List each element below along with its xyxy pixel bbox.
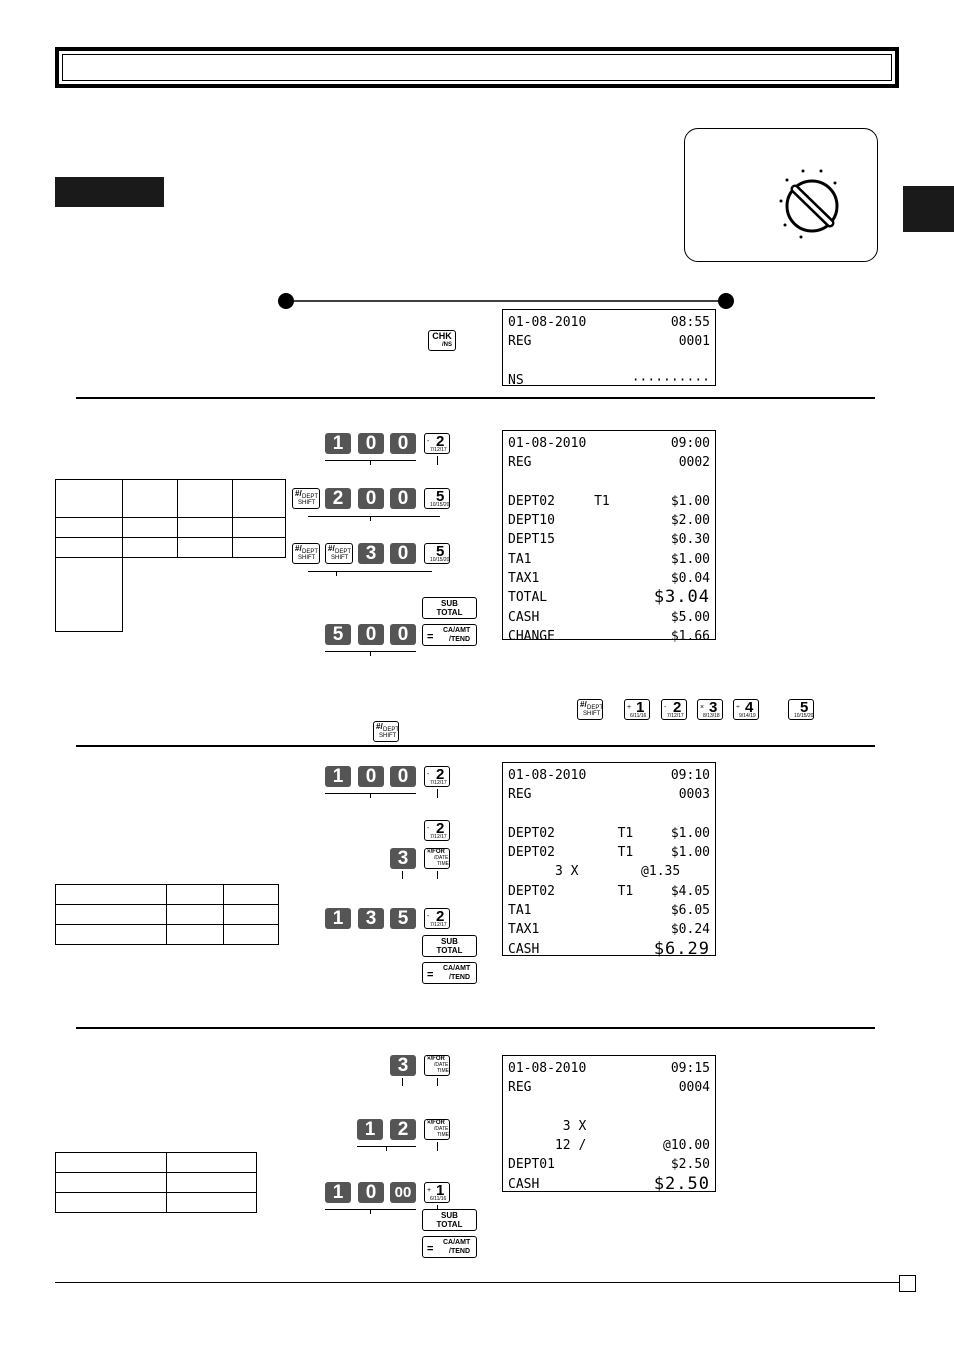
dept-key-sub: 7/12/17 <box>430 922 447 928</box>
receipt-line <box>508 940 710 959</box>
x-for-key-date: /DATE <box>434 1062 449 1068</box>
ca-key-equals: = <box>427 969 434 981</box>
receipt-line-value: 0002 <box>678 455 710 471</box>
receipt-line-label: REG <box>508 787 532 803</box>
settings-table-1 <box>55 479 286 632</box>
receipt-line-value: $6.05 <box>670 903 710 919</box>
receipt-line-value: $2.50 <box>653 1173 710 1194</box>
receipt-line <box>508 608 710 627</box>
dept-key-number: 2 <box>436 820 445 837</box>
dept-key-sub: 7/12/17 <box>667 713 684 719</box>
receipt-line <box>508 627 710 646</box>
page-title-frame <box>55 47 899 88</box>
section-divider <box>76 397 875 399</box>
receipt-line <box>508 313 710 332</box>
page-number-box <box>899 1275 916 1292</box>
receipt-line <box>508 843 710 862</box>
dept-key-2[interactable] <box>424 820 450 841</box>
receipt-line-label: 01-08-2010 <box>508 768 587 783</box>
receipt-line-label: REG <box>508 334 532 350</box>
receipt-line <box>508 882 710 901</box>
dept-key-sub: 7/12/17 <box>430 780 447 786</box>
receipt-line <box>508 766 710 785</box>
dept-key-sub: 9/14/19 <box>739 713 756 719</box>
digit-key-3[interactable]: 3 <box>390 1055 416 1076</box>
dept-key-symbol: - <box>664 704 667 711</box>
receipt-line-label: DEPT15 <box>508 532 555 548</box>
digit-key-1[interactable]: 1 <box>325 908 351 929</box>
section-divider <box>76 745 875 747</box>
dept-key-symbol: - <box>427 438 430 445</box>
receipt-line-label: TA1 <box>508 551 532 567</box>
receipt-line-value: $0.30 <box>670 532 710 548</box>
dept-shift-key[interactable] <box>292 488 320 509</box>
ca-key-line1: CA/AMT <box>443 627 471 634</box>
receipt-0004 <box>502 1055 716 1192</box>
subtotal-key-line1: SUB <box>441 937 458 946</box>
dept-key-symbol: + <box>627 704 632 711</box>
dept-key-symbol: - <box>427 771 430 778</box>
subtotal-key[interactable] <box>422 597 477 619</box>
multiply-for-key[interactable] <box>424 1055 450 1076</box>
receipt-line <box>508 434 710 453</box>
receipt-line <box>508 371 710 390</box>
dept-key-number: 3 <box>709 699 718 716</box>
receipt-line-label: DEPT02 T1 <box>508 825 634 841</box>
dept-key-number: 2 <box>436 433 445 450</box>
shift-key-label: SHIFT <box>298 555 316 561</box>
receipt-line-value: ·········· <box>631 372 710 388</box>
dept-key-number: 2 <box>673 699 682 716</box>
receipt-line-label: DEPT10 <box>508 513 555 529</box>
dept-key-5[interactable] <box>424 488 450 509</box>
receipt-line-label: TAX1 <box>508 571 540 587</box>
receipt-line <box>508 1136 710 1155</box>
x-for-key-date: /DATE <box>434 1126 449 1132</box>
shift-key-dept: DEPT <box>302 549 319 555</box>
digit-key-1[interactable]: 1 <box>325 1182 351 1203</box>
dept-key-sub: 7/12/17 <box>430 834 447 840</box>
receipt-line <box>508 824 710 843</box>
digit-key-0[interactable]: 0 <box>390 488 416 509</box>
x-for-key-date: /DATE <box>434 855 449 861</box>
receipt-line-label: TAX1 <box>508 922 540 938</box>
receipt-line-value: $2.50 <box>670 1157 710 1173</box>
receipt-line <box>508 588 710 607</box>
dept-key-sub: 6/11/16 <box>430 1196 447 1202</box>
receipt-line-label: DEPT02 T1 <box>508 845 634 861</box>
ca-key-line2: /TEND <box>449 636 470 643</box>
chapter-tab <box>903 186 954 232</box>
receipt-line-label: CASH <box>508 609 540 625</box>
subtotal-key-line1: SUB <box>441 1211 458 1220</box>
x-for-key-label: ×/FOR <box>427 849 445 855</box>
digit-key-0[interactable]: 0 <box>390 766 416 787</box>
subtotal-key[interactable] <box>422 1209 477 1231</box>
shift-key-dept: DEPT <box>302 494 319 500</box>
subtotal-key[interactable] <box>422 935 477 957</box>
dept-key-sub: 10/15/20 <box>794 713 814 719</box>
shift-key-symbol: #/ <box>295 544 302 553</box>
receipt-line-value: $1.66 <box>670 628 710 644</box>
receipt-line-value: $0.24 <box>670 922 710 938</box>
x-for-key-time: TIME <box>437 1132 449 1138</box>
receipt-line-value: $4.05 <box>670 883 710 899</box>
chk-ns-key[interactable]: CHK /NS <box>428 330 456 351</box>
dept-key-number: 1 <box>436 1182 445 1199</box>
subtotal-key-line1: SUB <box>441 599 458 608</box>
receipt-line <box>508 550 710 569</box>
ca-key-line2: /TEND <box>449 974 470 981</box>
settings-table-2 <box>55 884 279 945</box>
dept-key-sub: 10/15/20 <box>430 557 450 563</box>
receipt-no-sale <box>502 309 716 386</box>
receipt-line <box>508 1117 710 1136</box>
receipt-line-label: NS <box>508 372 524 388</box>
dept-key-2[interactable] <box>661 699 687 720</box>
shift-key-label: SHIFT <box>583 711 601 717</box>
dept-key-symbol: × <box>700 704 705 711</box>
receipt-line-label: 3 X @1.35 <box>508 864 681 880</box>
ca-amt-tend-key[interactable] <box>422 962 477 984</box>
receipt-line <box>508 473 710 492</box>
dept-key-symbol: + <box>427 1187 432 1194</box>
receipt-line-label: CASH <box>508 941 540 957</box>
dept-key-number: 5 <box>436 543 445 560</box>
receipt-line-label: CASH <box>508 1176 540 1192</box>
x-for-key-time: TIME <box>437 861 449 867</box>
multiply-for-key[interactable] <box>424 1119 450 1140</box>
mode-switch-panel <box>684 128 878 262</box>
receipt-line <box>508 785 710 804</box>
digit-key-0[interactable]: 0 <box>358 624 384 645</box>
receipt-line <box>508 492 710 511</box>
receipt-line-value: 08:55 <box>670 315 710 330</box>
receipt-line-value: $0.04 <box>670 571 710 587</box>
dept-key-number: 1 <box>636 699 645 716</box>
receipt-line-value: 09:15 <box>670 1061 710 1076</box>
receipt-line-label: CHANGE <box>508 628 555 644</box>
dept-key-number: 5 <box>800 699 809 716</box>
dept-key-1[interactable] <box>424 1182 450 1203</box>
ca-key-line2: /TEND <box>449 1248 470 1255</box>
receipt-line-value: $6.29 <box>653 938 710 959</box>
digit-key-0[interactable]: 0 <box>390 624 416 645</box>
digit-key-1[interactable]: 1 <box>325 766 351 787</box>
receipt-line-value: $1.00 <box>670 845 710 861</box>
digit-key-1[interactable]: 1 <box>357 1119 383 1140</box>
shift-key-symbol: #/ <box>376 722 383 731</box>
dept-key-number: 4 <box>745 699 754 716</box>
receipt-line-value: 09:10 <box>670 768 710 783</box>
dept-key-sub: 6/11/16 <box>630 713 647 719</box>
receipt-line <box>508 1098 710 1117</box>
shift-key-dept: DEPT <box>335 549 352 555</box>
settings-table-3 <box>55 1152 257 1213</box>
receipt-line-label: REG <box>508 455 532 471</box>
dept-shift-key[interactable] <box>577 699 603 720</box>
receipt-line-value: $1.00 <box>670 825 710 841</box>
receipt-line-label: 01-08-2010 <box>508 1061 587 1076</box>
dept-key-sub: 8/13/18 <box>703 713 720 719</box>
dept-key-4[interactable] <box>733 699 759 720</box>
digit-key-5[interactable]: 5 <box>325 624 351 645</box>
subtotal-key-line2: TOTAL <box>436 608 463 617</box>
receipt-line-label: TA1 <box>508 903 532 919</box>
receipt-0003 <box>502 762 716 959</box>
receipt-line-value: 0001 <box>678 334 710 350</box>
dept-key-number: 2 <box>436 908 445 925</box>
receipt-line-label: 01-08-2010 <box>508 315 587 330</box>
receipt-line-label: DEPT02 T1 <box>508 493 610 509</box>
shift-key-dept: DEPT <box>383 727 400 733</box>
digit-key-0[interactable]: 0 <box>358 433 384 454</box>
receipt-line-value: 0004 <box>678 1080 710 1096</box>
shift-key-symbol: #/ <box>580 700 587 709</box>
dept-key-symbol: - <box>427 825 430 832</box>
receipt-line <box>508 901 710 920</box>
receipt-line <box>508 1155 710 1174</box>
receipt-line-label: 12 / <box>508 1138 587 1154</box>
dept-key-5[interactable] <box>424 543 450 564</box>
section-tag <box>55 177 164 207</box>
receipt-line <box>508 332 710 351</box>
ca-key-equals: = <box>427 1243 434 1255</box>
receipt-line-value: $1.00 <box>670 493 710 509</box>
ca-amt-tend-key[interactable] <box>422 1236 477 1258</box>
receipt-line-value: $5.00 <box>670 609 710 625</box>
dept-shift-key[interactable] <box>292 543 320 564</box>
dept-shift-key[interactable] <box>325 543 353 564</box>
receipt-line-label: DEPT02 T1 <box>508 883 634 899</box>
shift-key-symbol: #/ <box>328 544 335 553</box>
ca-amt-tend-key[interactable] <box>422 624 477 646</box>
digit-key-2[interactable]: 2 <box>325 488 351 509</box>
receipt-line-value: 09:00 <box>670 436 710 451</box>
dept-key-number: 5 <box>436 488 445 505</box>
digit-key-5[interactable]: 5 <box>390 908 416 929</box>
receipt-line-value: @10.00 <box>663 1138 710 1154</box>
dept-key-symbol: - <box>427 913 430 920</box>
dept-key-2[interactable] <box>424 433 450 454</box>
digit-key-2[interactable]: 2 <box>390 1119 416 1140</box>
shift-key-label: SHIFT <box>298 500 316 506</box>
receipt-line-label: TOTAL <box>508 590 548 606</box>
receipt-line <box>508 1078 710 1097</box>
ca-key-line1: CA/AMT <box>443 965 471 972</box>
dept-key-2[interactable] <box>424 908 450 929</box>
x-for-key-label: ×/FOR <box>427 1056 445 1062</box>
digit-key-3[interactable]: 3 <box>390 848 416 869</box>
digit-key-3[interactable]: 3 <box>358 543 384 564</box>
receipt-line <box>508 530 710 549</box>
shift-key-label: SHIFT <box>379 733 397 739</box>
receipt-line <box>508 1059 710 1078</box>
digit-key-3[interactable]: 3 <box>358 908 384 929</box>
receipt-line-value: $3.04 <box>653 587 710 608</box>
receipt-line <box>508 511 710 530</box>
dept-key-symbol: ÷ <box>736 704 740 711</box>
x-for-key-label: ×/FOR <box>427 1120 445 1126</box>
digit-key-0[interactable]: 0 <box>390 433 416 454</box>
digit-key-0[interactable]: 0 <box>358 1182 384 1203</box>
section-divider <box>76 1027 875 1029</box>
receipt-line <box>508 453 710 472</box>
receipt-line-label: 01-08-2010 <box>508 436 587 451</box>
digit-key-0[interactable]: 0 <box>358 488 384 509</box>
receipt-line-value: 0003 <box>678 787 710 803</box>
digit-key-00[interactable]: 00 <box>390 1182 416 1203</box>
subtotal-key-line2: TOTAL <box>436 1220 463 1229</box>
dept-key-1[interactable] <box>624 699 650 720</box>
receipt-line <box>508 352 710 371</box>
receipt-line <box>508 920 710 939</box>
digit-key-0[interactable]: 0 <box>358 766 384 787</box>
digit-key-1[interactable]: 1 <box>325 433 351 454</box>
dept-key-2[interactable] <box>424 766 450 787</box>
ca-key-line1: CA/AMT <box>443 1239 471 1246</box>
receipt-line <box>508 569 710 588</box>
dept-key-3[interactable] <box>697 699 723 720</box>
receipt-line <box>508 805 710 824</box>
dept-key-sub: 10/15/20 <box>430 502 450 508</box>
footer-rule <box>55 1282 899 1283</box>
shift-key-symbol: #/ <box>295 489 302 498</box>
dept-key-5[interactable] <box>788 699 814 720</box>
x-for-key-time: TIME <box>437 1068 449 1074</box>
receipt-line-label: 3 X <box>508 1118 587 1134</box>
receipt-line-label: REG <box>508 1080 532 1096</box>
mode-dial-icon <box>685 129 879 263</box>
receipt-line-value: $2.00 <box>670 513 710 529</box>
dept-key-number: 2 <box>436 766 445 783</box>
shift-key-label: SHIFT <box>331 555 349 561</box>
dept-shift-key[interactable] <box>373 721 399 742</box>
shift-key-dept: DEPT <box>587 705 604 711</box>
subtotal-key-line2: TOTAL <box>436 946 463 955</box>
digit-key-0[interactable]: 0 <box>390 543 416 564</box>
receipt-line-value: $1.00 <box>670 551 710 567</box>
receipt-line <box>508 1175 710 1194</box>
dept-key-sub: 7/12/17 <box>430 447 447 453</box>
ca-key-equals: = <box>427 631 434 643</box>
receipt-line <box>508 862 710 881</box>
multiply-for-key[interactable] <box>424 848 450 869</box>
receipt-0002 <box>502 430 716 644</box>
receipt-line-label: DEPT01 <box>508 1157 555 1173</box>
